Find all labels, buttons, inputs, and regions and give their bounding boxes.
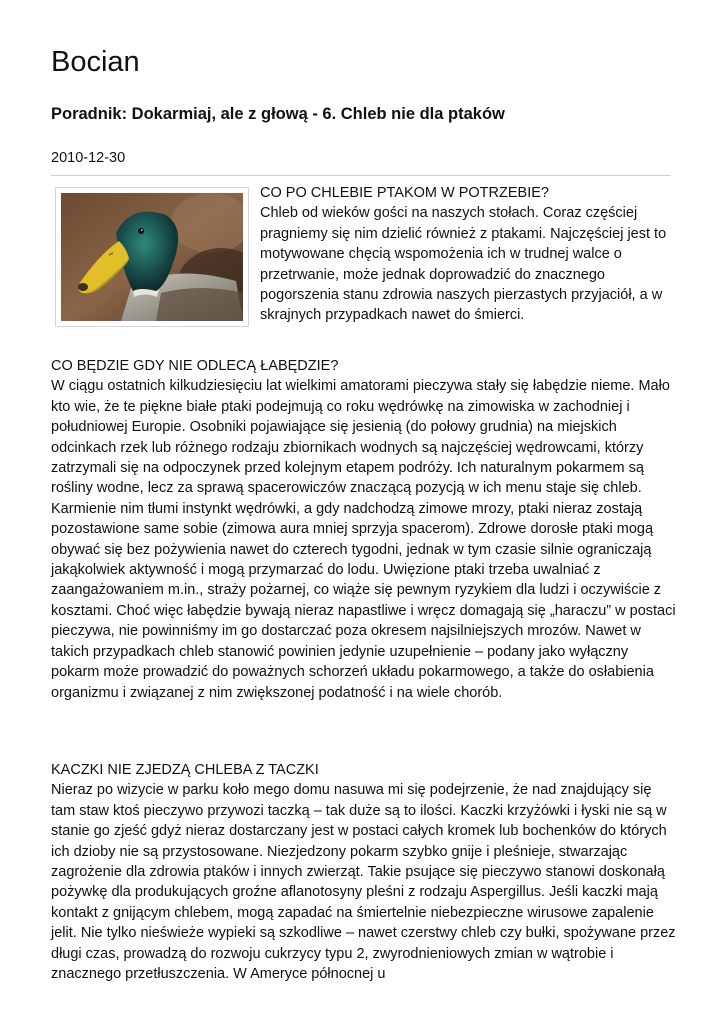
article-date: 2010-12-30 bbox=[51, 150, 126, 166]
section-body: Nieraz po wizycie w parku koło mego domu nasuwa mi się podejrzenie, że nad znajdujący się tam staw ktoś pieczywo przywozi taczką – tak duże są to ilości. Kaczki krzyżówki i łyski nie są w stanie go zjeść gdyż nieraz dostarczany jest w postaci całych kromek lub bochenków do których ich dzioby nie są przystosowane. Niezjedzony pokarm szybko gnije i pleśnieje, stwarzając zagrożenie dla zdrowia ptaków i innych zwierząt. Takie psujące się pieczywo stanowi doskonałą pożywkę dla produkujących groźne aflanotosyny pleśni z rodzaju Aspergillus. Jeśli kaczki mają kontakt z gnijącym chlebem, mogą zapadać na śmiertelnie niebezpieczne wirusowe zapalenie jelit. Nie tylko nieświeże wypieki są szkodliwe – nawet czerstwy chleb czy bułki, spożywane przez długi czas, prowadzą do rozwoju cukrzycy typu 2, zwyrodnieniowych zmian w wątrobie i znacznego przetłuszczenia. W Ameryce północnej u bbox=[51, 782, 676, 983]
divider bbox=[51, 175, 671, 176]
section-swans bbox=[51, 356, 676, 703]
section-heading: KACZKI NIE ZJEDZĄ CHLEBA Z TACZKI bbox=[51, 762, 319, 778]
article-title: Poradnik: Dokarmiaj, ale z głową - 6. Chleb nie dla ptaków bbox=[51, 105, 505, 123]
section-ducks bbox=[51, 760, 676, 984]
intro-section bbox=[260, 183, 675, 326]
site-title: Bocian bbox=[51, 46, 140, 78]
article-photo bbox=[55, 187, 249, 327]
intro-heading: CO PO CHLEBIE PTAKOM W POTRZEBIE? bbox=[260, 185, 549, 201]
mallard-duck-photo-icon bbox=[61, 193, 243, 321]
intro-body: Chleb od wieków gości na naszych stołach. Coraz częściej pragniemy się nim dzielić również z ptakami. Najczęściej jest to motywowane chęcią wspomożenia ich w trudnej walce o przetrwanie, może jednak doprowadzić do znacznego pogorszenia stanu zdrowia naszych pierzastych przyjaciół, a w skrajnych przypadkach nawet do śmierci. bbox=[260, 205, 667, 324]
section-heading: CO BĘDZIE GDY NIE ODLECĄ ŁABĘDZIE? bbox=[51, 358, 339, 374]
section-body: W ciągu ostatnich kilkudziesięciu lat wielkimi amatorami pieczywa stały się łabędzie nieme. Mało kto wie, że te piękne białe ptaki podejmują co roku wędrówkę na zimowiska w zachodniej i południowej Europie. Osobniki pojawiające się jesienią (do połowy grudnia) na miejskich odcinkach rzek lub różnego rodzaju zbiornikach wodnych są najczęściej wędrowcami, którzy zatrzymali się na odpoczynek przed kolejnym etapem podróży. Ich naturalnym pokarmem są rośliny wodne, lecz za sprawą spacerowiczów znaczącą pozycją w ich menu staje się chleb. Karmienie nim tłumi instynkt wędrówki, a gdy nadchodzą zimowe mrozy, ptaki nieraz zostają pozostawione same sobie (zimowa aura mniej sprzyja spacerom). Zdrowe dorosłe ptaki mogą obywać się bez pożywienia nawet do czterech tygodni, jednak w tym czasie silnie ograniczają jakąkolwiek aktywność i mogą przymarzać do lodu. Uwięzione ptaki trzeba uwalniać z zaangażowaniem m.in., straży pożarnej, co wiąże się pewnym ryzykiem dla ludzi i oczywiście z kosztami. Choć więc łabędzie bywają nieraz napastliwe i wręcz domagają się „haraczu” w postaci pieczywa, nie powinniśmy im go dostarczać poza okresem najsilniejszych mrozów. Nawet w takich przypadkach chleb stanowić powinien jedynie uzupełnienie – podany jako wyłączny pokarm może prowadzić do poważnych schorzeń układu pokarmowego, a także do osłabienia organizmu i związanej z nim zwiększonej podatność i na wiele chorób. bbox=[51, 378, 676, 701]
